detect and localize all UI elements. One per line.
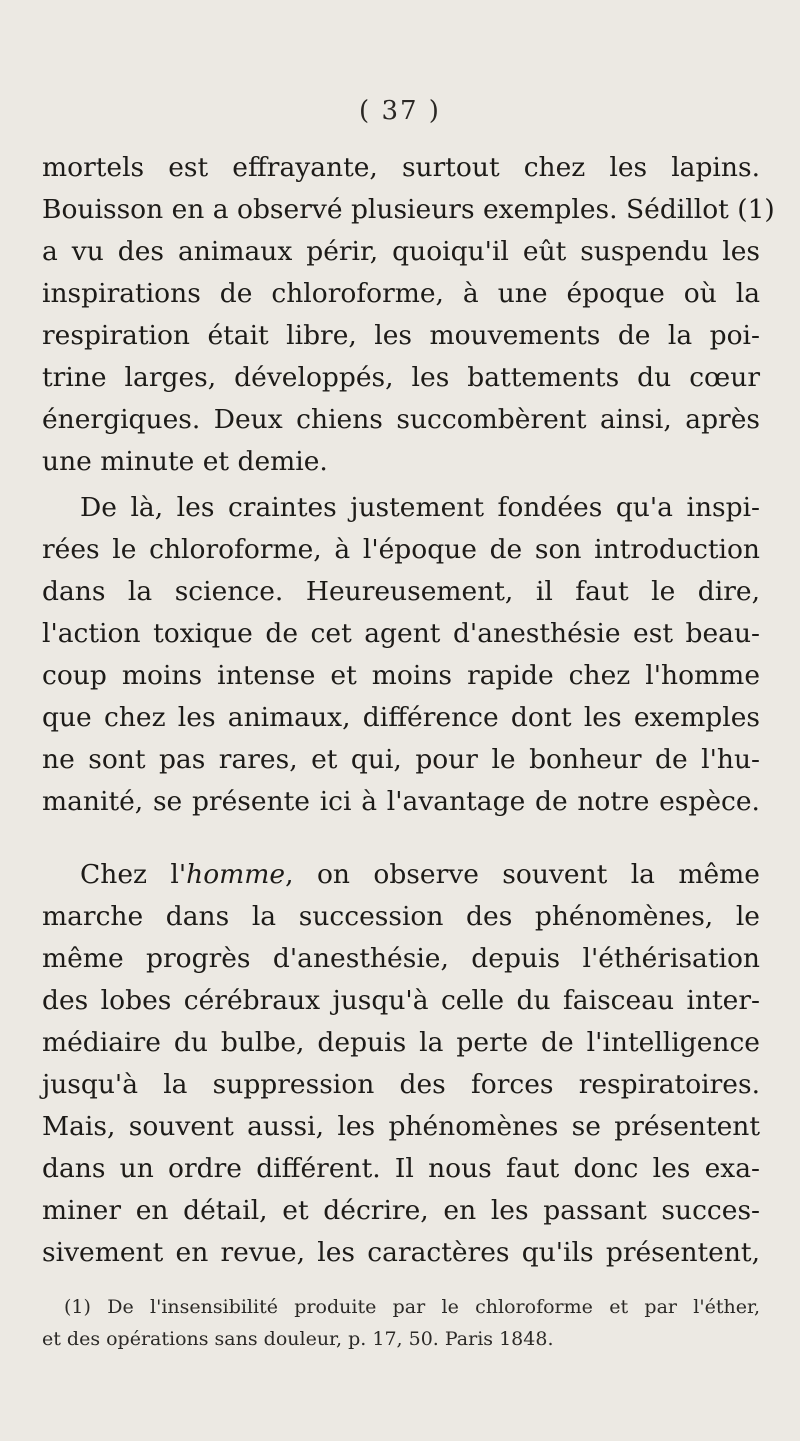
text-line: énergiques. Deux chiens succombèrent ainsi, après [42,404,760,435]
text-line: a vu des animaux périr, quoiqu'il eût suspendu les [42,236,760,267]
footnote-line: (1) De l'insensibilité produite par le chloroforme et par l'éther, [64,1296,760,1318]
text-line: Bouisson en a observé plusieurs exemples. Sédillot (1) [42,194,775,225]
text-fragment: , on observe souvent la même [285,859,760,890]
text-line: sivement en revue, les caractères qu'ils présentent, [42,1237,760,1268]
text-line: inspirations de chloroforme, à une époque où la [42,278,760,309]
text-line: que chez les animaux, différence dont les exemples [42,702,760,733]
text-line: marche dans la succession des phénomènes, le [42,901,760,932]
text-fragment: Chez l' [80,859,187,890]
page-number: ( 37 ) [359,96,441,126]
text-line: Mais, souvent aussi, les phénomènes se présentent [42,1111,760,1142]
text-line: manité, se présente ici à l'avantage de notre espèce. [42,786,760,817]
text-line: miner en détail, et décrire, en les passant succes- [42,1195,760,1226]
text-line: dans la science. Heureusement, il faut le dire, [42,576,760,607]
text-line: l'action toxique de cet agent d'anesthésie est beau- [42,618,760,649]
text-line: coup moins intense et moins rapide chez l'homme [42,660,760,691]
text-line: respiration était libre, les mouvements de la poi- [42,320,760,351]
text-line: dans un ordre différent. Il nous faut donc les exa- [42,1153,760,1184]
text-line: mortels est effrayante, surtout chez les lapins. [42,152,760,183]
footnote-line: et des opérations sans douleur, p. 17, 50. Paris 1848. [42,1328,554,1350]
text-line-with-italic [80,859,760,890]
italic-word: homme [186,859,286,890]
text-line: une minute et demie. [42,446,328,477]
text-line: jusqu'à la suppression des forces respiratoires. [42,1069,760,1100]
text-line: des lobes cérébraux jusqu'à celle du faisceau inter- [42,985,760,1016]
text-line: rées le chloroforme, à l'époque de son introduction [42,534,760,565]
text-line: De là, les craintes justement fondées qu'a inspi- [80,492,760,523]
text-line: trine larges, développés, les battements du cœur [42,362,760,393]
text-line: ne sont pas rares, et qui, pour le bonheur de l'hu- [42,744,760,775]
text-line: médiaire du bulbe, depuis la perte de l'intelligence [42,1027,760,1058]
text-line: même progrès d'anesthésie, depuis l'éthérisation [42,943,760,974]
